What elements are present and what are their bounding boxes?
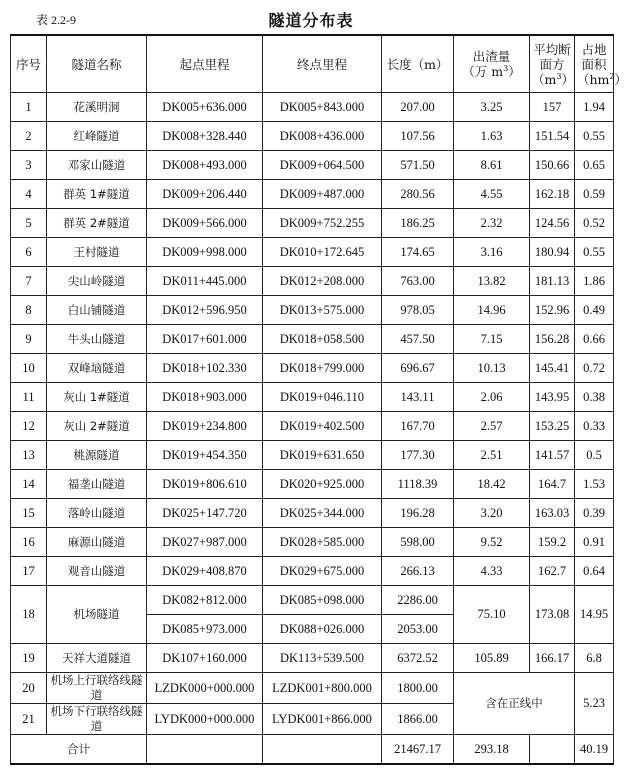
row-area: 150.66 xyxy=(530,151,575,180)
row-name: 灰山 2#隧道 xyxy=(47,412,147,441)
row-area: 156.28 xyxy=(530,325,575,354)
row-start: DK027+987.000 xyxy=(147,528,263,557)
row-spoil: 10.13 xyxy=(454,354,530,383)
row-end: DK013+575.000 xyxy=(263,296,382,325)
row-area: 145.41 xyxy=(530,354,575,383)
row-spoil: 8.61 xyxy=(454,151,530,180)
row-no: 3 xyxy=(11,151,47,180)
row-name: 灰山 1#隧道 xyxy=(47,383,147,412)
row-end: LYDK001+866.000 xyxy=(263,704,382,735)
row-no: 14 xyxy=(11,470,47,499)
row-land: 14.95 xyxy=(575,586,614,644)
row-length: 207.00 xyxy=(382,93,454,122)
row-name: 桃源隧道 xyxy=(47,441,147,470)
row-length: 1800.00 xyxy=(382,673,454,704)
row-land: 0.39 xyxy=(575,499,614,528)
table-row xyxy=(11,470,614,499)
row-length: 763.00 xyxy=(382,267,454,296)
row-length: 143.11 xyxy=(382,383,454,412)
row-land: 1.94 xyxy=(575,93,614,122)
row-start: DK009+566.000 xyxy=(147,209,263,238)
row-start: DK011+445.000 xyxy=(147,267,263,296)
row-end: DK008+436.000 xyxy=(263,122,382,151)
row-length: 978.05 xyxy=(382,296,454,325)
table-row xyxy=(11,296,614,325)
row-land: 0.52 xyxy=(575,209,614,238)
row-no: 1 xyxy=(11,93,47,122)
row-end: DK005+843.000 xyxy=(263,93,382,122)
row-no: 17 xyxy=(11,557,47,586)
row-length: 177.30 xyxy=(382,441,454,470)
row-length: 2286.00 xyxy=(382,586,454,615)
row-length: 266.13 xyxy=(382,557,454,586)
row-end: DK010+172.645 xyxy=(263,238,382,267)
row-end: DK019+046.110 xyxy=(263,383,382,412)
row-land: 0.64 xyxy=(575,557,614,586)
row-name: 王村隧道 xyxy=(47,238,147,267)
table-id: 表 2.2-9 xyxy=(36,13,76,27)
row-land: 1.86 xyxy=(575,267,614,296)
row-name: 牛头山隧道 xyxy=(47,325,147,354)
row-start: DK017+601.000 xyxy=(147,325,263,354)
row-no: 5 xyxy=(11,209,47,238)
row-start: DK018+903.000 xyxy=(147,383,263,412)
row-name: 尖山岭隧道 xyxy=(47,267,147,296)
table-row xyxy=(11,412,614,441)
row-start: DK019+806.610 xyxy=(147,470,263,499)
table-row xyxy=(11,441,614,470)
row-area: 143.95 xyxy=(530,383,575,412)
row-land: 0.91 xyxy=(575,528,614,557)
row-no: 6 xyxy=(11,238,47,267)
row-length: 186.25 xyxy=(382,209,454,238)
row-land: 0.38 xyxy=(575,383,614,412)
row-no: 7 xyxy=(11,267,47,296)
row-area: 141.57 xyxy=(530,441,575,470)
table-row xyxy=(11,151,614,180)
row-name: 机场上行联络线隧道 xyxy=(47,673,147,704)
row-end: DK009+487.000 xyxy=(263,180,382,209)
row-land: 6.8 xyxy=(575,644,614,673)
row-length: 2053.00 xyxy=(382,615,454,644)
row-start: DK009+206.440 xyxy=(147,180,263,209)
row-area: 163.03 xyxy=(530,499,575,528)
row-land: 0.33 xyxy=(575,412,614,441)
row-spoil: 4.55 xyxy=(454,180,530,209)
row-name: 观音山隧道 xyxy=(47,557,147,586)
col-area-header: 平均断面方 $(m^3)$ xyxy=(530,35,575,93)
row-end: DK020+925.000 xyxy=(263,470,382,499)
row-length: 598.00 xyxy=(382,528,454,557)
total-empty-area xyxy=(530,735,575,765)
row-length: 167.70 xyxy=(382,412,454,441)
row-area: 180.94 xyxy=(530,238,575,267)
row-end: DK028+585.000 xyxy=(263,528,382,557)
row-name: 福垄山隧道 xyxy=(47,470,147,499)
row-spoil: 3.25 xyxy=(454,93,530,122)
row-spoil: 3.20 xyxy=(454,499,530,528)
row-spoil: 2.51 xyxy=(454,441,530,470)
col-land-header: 占地面积$(hm^2)$ xyxy=(575,35,614,93)
table-row xyxy=(11,383,614,412)
row-spoil: 18.42 xyxy=(454,470,530,499)
total-label: 合计 xyxy=(11,735,147,765)
row-spoil: 2.06 xyxy=(454,383,530,412)
row-start: DK085+973.000 xyxy=(147,615,263,644)
row-area: 162.18 xyxy=(530,180,575,209)
col-length-header: 长度（m） xyxy=(382,35,454,93)
row-length: 571.50 xyxy=(382,151,454,180)
row-start: DK019+454.350 xyxy=(147,441,263,470)
row-land: 5.23 xyxy=(575,673,614,735)
row-area: 166.17 xyxy=(530,644,575,673)
row-end: DK012+208.000 xyxy=(263,267,382,296)
row-name: 白山铺隧道 xyxy=(47,296,147,325)
header-row xyxy=(11,35,614,93)
col-spoil-header: 出渣量 （万 $m^3$） xyxy=(454,35,530,93)
row-end: DK018+799.000 xyxy=(263,354,382,383)
row-name: 麻源山隧道 xyxy=(47,528,147,557)
row-end: DK009+752.255 xyxy=(263,209,382,238)
merged-note: 含在正线中 xyxy=(454,673,575,735)
row-start: DK005+636.000 xyxy=(147,93,263,122)
row-area: 162.7 xyxy=(530,557,575,586)
row-no: 11 xyxy=(11,383,47,412)
total-empty-start xyxy=(147,735,263,765)
row-length: 1118.39 xyxy=(382,470,454,499)
row-length: 196.28 xyxy=(382,499,454,528)
row-name: 落岭山隧道 xyxy=(47,499,147,528)
row-land: 0.55 xyxy=(575,122,614,151)
row-land: 1.53 xyxy=(575,470,614,499)
table-row xyxy=(11,238,614,267)
row-name: 天祥大道隧道 xyxy=(47,644,147,673)
row-no: 19 xyxy=(11,644,47,673)
row-end: DK088+026.000 xyxy=(263,615,382,644)
table-row xyxy=(11,93,614,122)
row-name: 机场隧道 xyxy=(47,586,147,644)
row-spoil: 14.96 xyxy=(454,296,530,325)
row-name: 花溪明洞 xyxy=(47,93,147,122)
row-land: 0.49 xyxy=(575,296,614,325)
row-land: 0.59 xyxy=(575,180,614,209)
row-no: 2 xyxy=(11,122,47,151)
row-end: DK019+631.650 xyxy=(263,441,382,470)
row-spoil: 13.82 xyxy=(454,267,530,296)
row-land: 0.66 xyxy=(575,325,614,354)
row-area: 173.08 xyxy=(530,586,575,644)
table-row xyxy=(11,209,614,238)
col-name-header: 隧道名称 xyxy=(47,35,147,93)
table-header xyxy=(0,6,622,32)
row-no: 18 xyxy=(11,586,47,644)
row-name: 群英 2#隧道 xyxy=(47,209,147,238)
row-spoil: 2.32 xyxy=(454,209,530,238)
col-no-header: 序号 xyxy=(11,35,47,93)
row-no: 12 xyxy=(11,412,47,441)
row-spoil: 105.89 xyxy=(454,644,530,673)
row-length: 174.65 xyxy=(382,238,454,267)
table-row xyxy=(11,325,614,354)
row-end: DK113+539.500 xyxy=(263,644,382,673)
col-end-header: 终点里程 xyxy=(263,35,382,93)
row-end: DK029+675.000 xyxy=(263,557,382,586)
row-spoil: 1.63 xyxy=(454,122,530,151)
row-name: 机场下行联络线隧道 xyxy=(47,704,147,735)
row-spoil: 2.57 xyxy=(454,412,530,441)
row-length: 107.56 xyxy=(382,122,454,151)
row-start: DK025+147.720 xyxy=(147,499,263,528)
row-name: 群英 1#隧道 xyxy=(47,180,147,209)
table-row xyxy=(11,122,614,151)
table-row xyxy=(11,499,614,528)
row-area: 159.2 xyxy=(530,528,575,557)
row-area: 153.25 xyxy=(530,412,575,441)
total-land: 40.19 xyxy=(575,735,614,765)
row-no: 15 xyxy=(11,499,47,528)
row-name: 红峰隧道 xyxy=(47,122,147,151)
row-area: 124.56 xyxy=(530,209,575,238)
row-no: 10 xyxy=(11,354,47,383)
row-no: 4 xyxy=(11,180,47,209)
row-land: 0.65 xyxy=(575,151,614,180)
table-body xyxy=(11,93,614,765)
row-start: DK009+998.000 xyxy=(147,238,263,267)
total-spoil: 293.18 xyxy=(454,735,530,765)
table-row xyxy=(11,557,614,586)
row-start: DK029+408.870 xyxy=(147,557,263,586)
row-name: 邓家山隧道 xyxy=(47,151,147,180)
row-end: DK009+064.500 xyxy=(263,151,382,180)
row-start: DK019+234.800 xyxy=(147,412,263,441)
row-start: DK107+160.000 xyxy=(147,644,263,673)
row-no: 8 xyxy=(11,296,47,325)
table-row xyxy=(11,673,614,704)
row-end: DK019+402.500 xyxy=(263,412,382,441)
table-row xyxy=(11,267,614,296)
row-spoil: 75.10 xyxy=(454,586,530,644)
row-no: 16 xyxy=(11,528,47,557)
row-start: DK012+596.950 xyxy=(147,296,263,325)
table-row xyxy=(11,644,614,673)
row-land: 0.5 xyxy=(575,441,614,470)
row-start: LYDK000+000.000 xyxy=(147,704,263,735)
row-length: 457.50 xyxy=(382,325,454,354)
row-area: 151.54 xyxy=(530,122,575,151)
row-start: DK082+812.000 xyxy=(147,586,263,615)
row-start: LZDK000+000.000 xyxy=(147,673,263,704)
total-length: 21467.17 xyxy=(382,735,454,765)
row-name: 双峰垴隧道 xyxy=(47,354,147,383)
row-area: 181.13 xyxy=(530,267,575,296)
row-spoil: 3.16 xyxy=(454,238,530,267)
row-no: 13 xyxy=(11,441,47,470)
row-length: 280.56 xyxy=(382,180,454,209)
row-start: DK018+102.330 xyxy=(147,354,263,383)
row-spoil: 4.33 xyxy=(454,557,530,586)
row-spoil: 7.15 xyxy=(454,325,530,354)
row-area: 164.7 xyxy=(530,470,575,499)
row-no: 20 xyxy=(11,673,47,704)
row-start: DK008+493.000 xyxy=(147,151,263,180)
row-length: 696.67 xyxy=(382,354,454,383)
row-length: 1866.00 xyxy=(382,704,454,735)
row-area: 157 xyxy=(530,93,575,122)
row-area: 152.96 xyxy=(530,296,575,325)
table-row xyxy=(11,180,614,209)
row-spoil: 9.52 xyxy=(454,528,530,557)
row-start: DK008+328.440 xyxy=(147,122,263,151)
row-end: LZDK001+800.000 xyxy=(263,673,382,704)
row-end: DK025+344.000 xyxy=(263,499,382,528)
row-no: 21 xyxy=(11,704,47,735)
table-row xyxy=(11,586,614,615)
row-length: 6372.52 xyxy=(382,644,454,673)
row-land: 0.72 xyxy=(575,354,614,383)
total-empty-end xyxy=(263,735,382,765)
table-row xyxy=(11,528,614,557)
row-land: 0.55 xyxy=(575,238,614,267)
tunnel-table xyxy=(10,34,627,765)
col-start-header: 起点里程 xyxy=(147,35,263,93)
row-end: DK018+058.500 xyxy=(263,325,382,354)
row-no: 9 xyxy=(11,325,47,354)
total-row xyxy=(11,735,614,765)
row-end: DK085+098.000 xyxy=(263,586,382,615)
table-row xyxy=(11,354,614,383)
table-title: 隧道分布表 xyxy=(268,11,354,30)
